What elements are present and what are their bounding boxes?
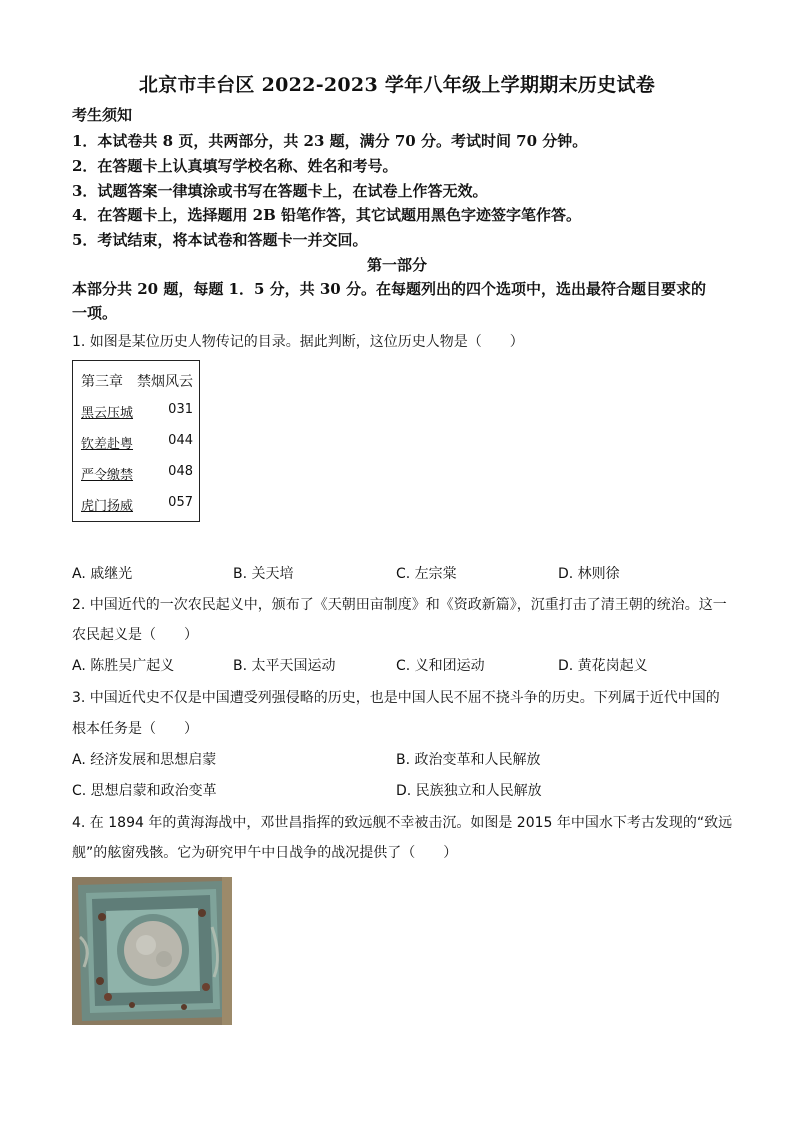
question-1-option-a: A. 戚继光	[72, 566, 133, 582]
toc-row-title: 严令缴禁	[81, 468, 134, 483]
question-1-option-c: C. 左宗棠	[396, 566, 457, 582]
notice-item-1: 1．本试卷共 8 页，共两部分，共 23 题，满分 70 分。考试时间 70 分钟。	[72, 132, 588, 150]
question-2-option-c: C. 义和团运动	[396, 658, 485, 674]
notice-item-4: 4．在答题卡上，选择题用 2B 铅笔作答，其它试题用黑色字迹签字笔作答。	[72, 206, 581, 224]
toc-row	[81, 402, 193, 421]
question-3-option-c: C. 思想启蒙和政治变革	[72, 783, 217, 799]
toc-row-title: 钦差赴粤	[81, 437, 134, 452]
exam-title: 北京市丰台区 2022-2023 学年八年级上学期期末历史试卷	[138, 74, 656, 96]
question-4-stem-cont: 舰”的舷窗残骸。它为研究甲午中日战争的战况提供了（ ）	[72, 845, 458, 861]
part-one-instructions-cont: 一项。	[72, 304, 118, 322]
question-2-option-a: A. 陈胜吴广起义	[72, 658, 175, 674]
toc-chapter-title: 第三章 禁烟风云	[81, 374, 193, 390]
question-3-option-d: D. 民族独立和人民解放	[396, 783, 542, 799]
notice-item-3: 3．试题答案一律填涂或书写在答题卡上，在试卷上作答无效。	[72, 182, 488, 200]
question-3-option-b: B. 政治变革和人民解放	[396, 752, 541, 768]
notice-heading: 考生须知	[72, 106, 133, 124]
question-4-stem: 4. 在 1894 年的黄海海战中，邓世昌指挥的致远舰不幸被击沉。如图是 2015 年中国水下考古发现的“致远	[72, 815, 733, 831]
question-1-option-b: B. 关天培	[233, 566, 294, 582]
toc-row-page: 057	[168, 495, 193, 510]
toc-row-title: 黑云压城	[81, 406, 134, 421]
toc-row-page: 048	[168, 464, 193, 479]
toc-row	[81, 495, 193, 514]
question-1-stem: 1. 如图是某位历史人物传记的目录。据此判断，这位历史人物是（ ）	[72, 334, 524, 350]
question-2-stem-cont: 农民起义是（ ）	[72, 627, 198, 643]
biography-toc-figure	[72, 360, 200, 522]
question-2-option-b: B. 太平天国运动	[233, 658, 336, 674]
question-1-option-d: D. 林则徐	[558, 566, 620, 582]
question-2-stem: 2. 中国近代的一次农民起义中，颁布了《天朝田亩制度》和《资政新篇》，沉重打击了清王朝的统治。这一	[72, 597, 727, 613]
notice-item-5: 5．考试结束，将本试卷和答题卡一并交回。	[72, 231, 368, 249]
question-2-option-d: D. 黄花岗起义	[558, 658, 648, 674]
toc-row	[81, 464, 193, 483]
part-one-instructions: 本部分共 20 题，每题 1．5 分，共 30 分。在每题列出的四个选项中，选出最符合题目要求的	[72, 280, 706, 298]
question-3-option-a: A. 经济发展和思想启蒙	[72, 752, 217, 768]
toc-row-title: 虎门扬威	[81, 499, 134, 514]
part-one-heading: 第一部分	[366, 256, 427, 274]
toc-row-page: 044	[168, 433, 193, 448]
notice-item-2: 2．在答题卡上认真填写学校名称、姓名和考号。	[72, 157, 398, 175]
toc-row-page: 031	[168, 402, 193, 417]
porthole-wreckage-photo	[72, 877, 232, 1025]
question-3-stem: 3. 中国近代史不仅是中国遭受列强侵略的历史，也是中国人民不屈不挠斗争的历史。下列属于近代中国的	[72, 690, 720, 706]
question-3-stem-cont: 根本任务是（ ）	[72, 721, 198, 737]
toc-row	[81, 433, 193, 452]
